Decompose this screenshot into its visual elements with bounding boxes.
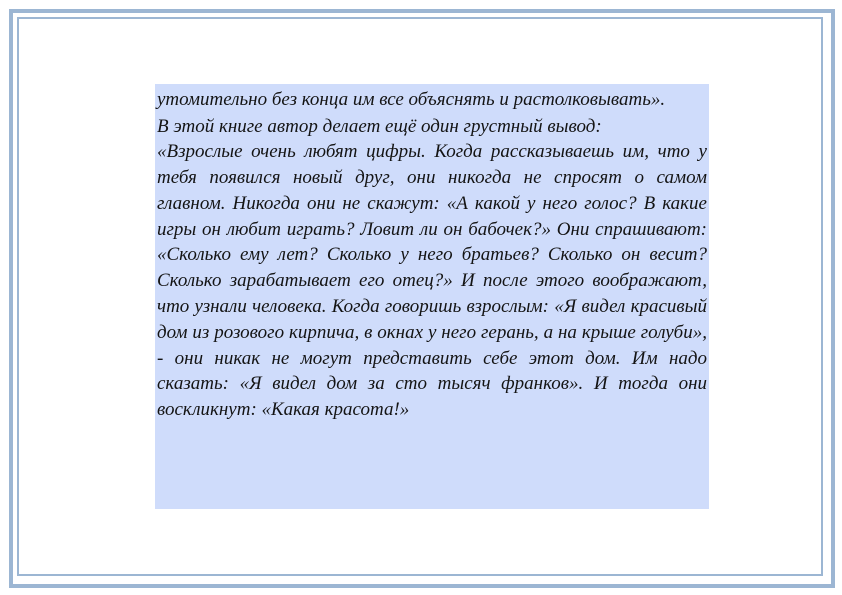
paragraph-quote: «Взрослые очень любят цифры. Когда рассказываешь им, что у тебя появился новый друг, они никогда не спросят о самом главном. Никогда они не скажут: «А какой у него голос? В какие игры он любит играть? Ловит ли он бабочек?» Они спрашивают: «Сколько ему лет? Сколько у него братьев? Сколько он весит? Сколько зарабатывает его отец?» И после этого воображают, что узнали человека. Когда говоришь взрослым: «Я видел красивый дом из розового кирпича, в окнах у него герань, а на крыше голуби», - они никак не могут представить себе этот дом. Им надо сказать: «Я видел дом за сто тысяч франков». И тогда они воскликнут: «Какая красота!»	[157, 141, 707, 421]
text-block	[155, 84, 709, 509]
paragraph-intro-ending: утомительно без конца им все объяснять и растолковывать».	[157, 89, 666, 110]
paragraph-conclusion-lead: В этой книге автор делает ещё один грустный вывод:	[157, 115, 602, 137]
